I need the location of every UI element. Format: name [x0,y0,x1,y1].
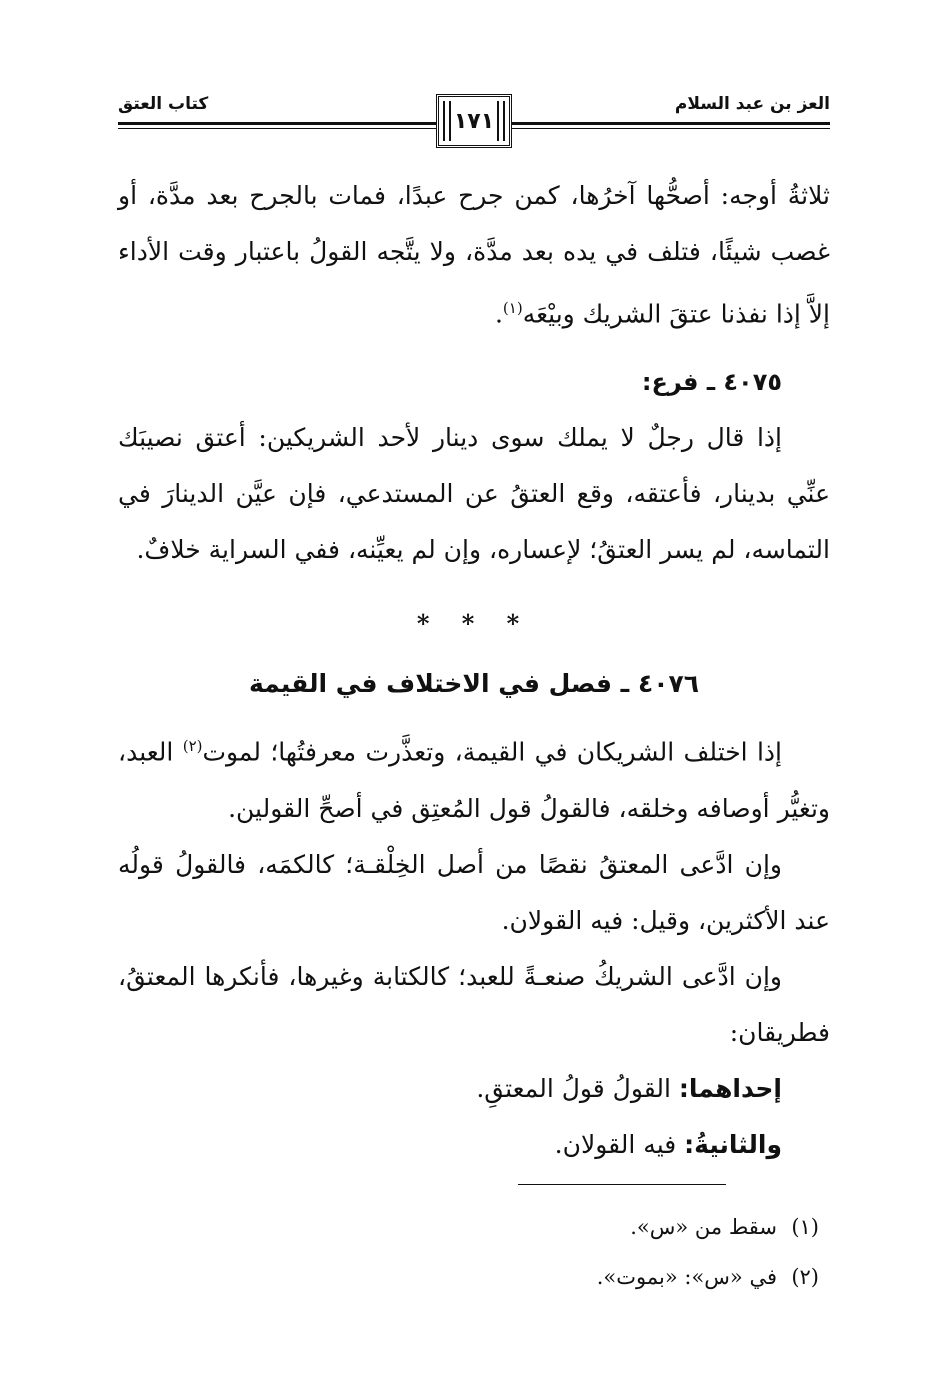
option-2 [118,1117,830,1173]
paragraph-5: وإن ادَّعى الشريكُ صنعـةً للعبد؛ كالكتابة وغيرها، فأنكرها المعتقُ، فطريقان: [118,961,830,1047]
author-name: العز بن عبد السلام [674,94,830,114]
paragraph-1-text: ثلاثةُ أوجه: أصحُّها آخرُها، كمن جرح عبدًا، فمات بالجرح بعد مدَّة، أو غصب شيئًا، فتلف في يده بعد مدَّة، ولا يتَّجه القولُ باعتبار وقت الأداء إلاَّ إذا نفذنا عتقَ الشريك وبيْعَه [118,181,830,329]
footnote-2 [219,1252,819,1302]
footnote-1-number: (١) [791,1215,819,1239]
paragraph-1-end: . [494,299,503,329]
paragraph-3-text-a: إذا اختلف الشريكان في القيمة، وتعذَّرت معرفتُها؛ لموت [202,737,782,767]
footnote-1-text: سقط من «س». [630,1215,777,1239]
far-title: ٤٠٧٥ ـ فرع: [641,368,782,397]
footnote-1 [219,1202,819,1252]
page-number: ١٧١ [453,108,495,134]
option-1-label: إحداهما: [678,1073,782,1103]
option-2-text: فيه القولان. [554,1129,685,1159]
paragraph-4: وإن ادَّعى المعتقُ نقصًا من أصل الخِلْقـة؛ كالكمَه، فالقولُ قولُه عند الأكثرين، وقيل: فيه القولان. [118,849,830,935]
option-2-label: والثانيةُ: [684,1129,782,1159]
option-1 [118,1061,830,1117]
chapter-title: كتاب العتق [118,94,209,114]
option-1-text: القولُ قولُ المعتقِ. [476,1073,679,1103]
section-title: ٤٠٧٦ ـ فصل في الاختلاف في القيمة [249,669,699,699]
page-body [118,168,830,1173]
paragraph-3 [118,718,830,836]
running-header [118,92,830,152]
paragraph-3-text-b: العبد، وتغيُّر أوصافه وخلقه، فالقولُ قول المُعتِق في أصحِّ القولين. [118,737,830,823]
paragraph-2: إذا قال رجلٌ لا يملك سوى دينار لأحد الشريكين: أعتق نصيبَك عنِّي بدينار، فأعتقه، وقع العتقُ عن المستدعي، فإن عيَّن الدينارَ في التماسه، لم يسر العتقُ؛ لإعساره، وإن لم يعيِّنه، ففي السراية خلافٌ. [118,423,830,565]
footnotes [219,1202,819,1302]
footnote-ref-1: (١) [502,299,523,317]
paragraph-1 [118,168,830,342]
page-number-frame [436,94,512,148]
footnote-2-text: في «س»: «بموت». [596,1265,777,1289]
footnote-2-number: (٢) [791,1265,819,1289]
footnote-separator [518,1184,726,1185]
footnote-ref-2: (٢) [182,737,203,756]
section-separator: * * * [416,609,532,639]
